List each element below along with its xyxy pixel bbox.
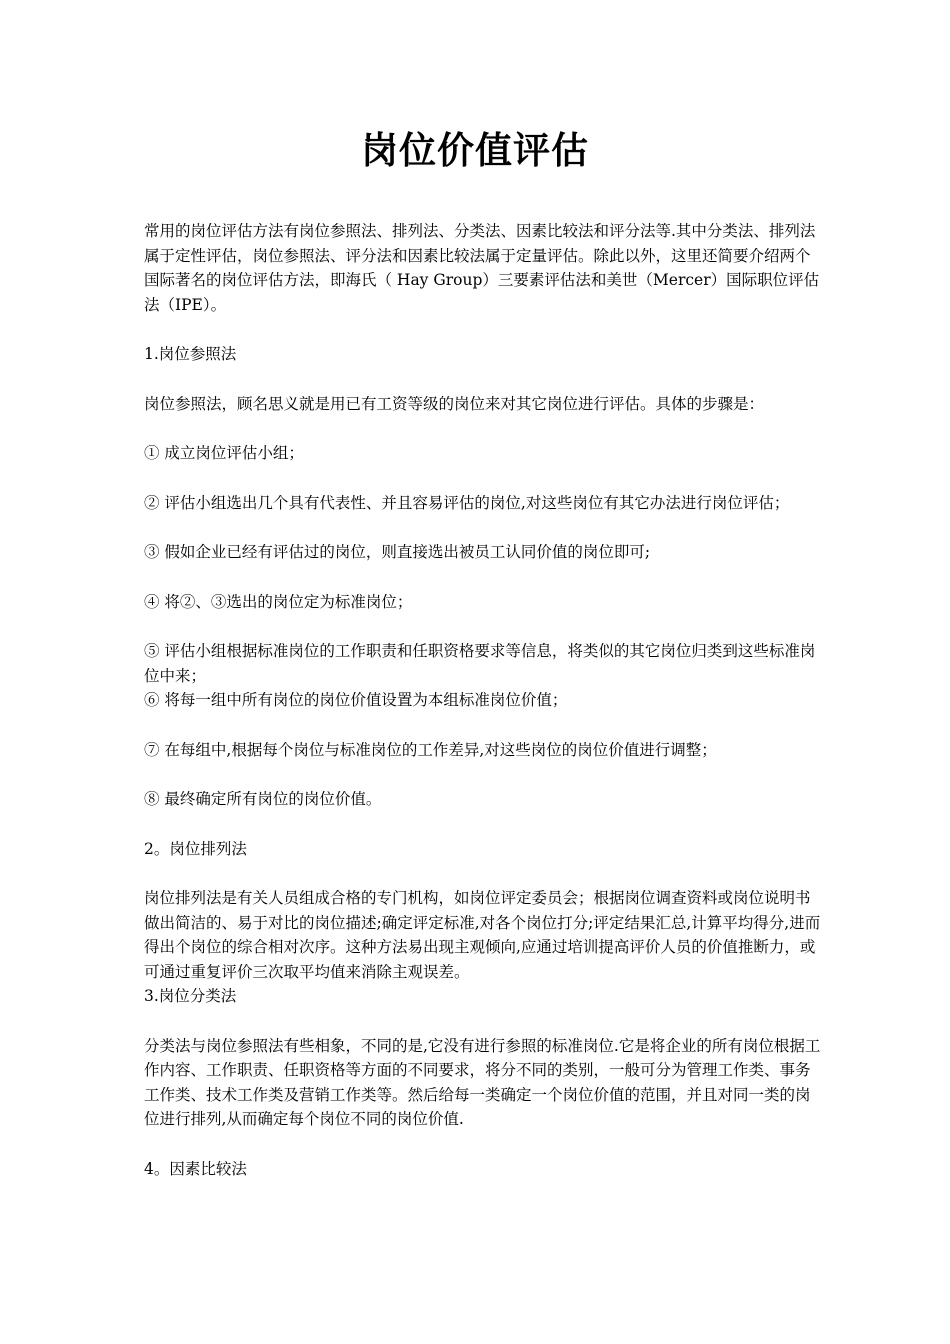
- spacer: [144, 317, 824, 342]
- spacer: [144, 367, 824, 392]
- section-3-body: 分类法与岗位参照法有些相象，不同的是,它没有进行参照的标准岗位.它是将企业的所有岗位根据工作内容、工作职责、任职资格等方面的不同要求，将分不同的类别，一般可分为管理工作类、事务工作类、技术工作类及营销工作类等。然后给每一类确定一个岗位价值的范围，并且对同一类的岗位进行排列,从而确定每个岗位不同的岗位价值.: [144, 1036, 821, 1128]
- spacer: [144, 565, 824, 590]
- step-1: ① 成立岗位评估小组；: [144, 444, 304, 462]
- step-6: ⑥ 将每一组中所有岗位的岗位价值设置为本组标准岗位价值；: [144, 691, 568, 709]
- step-7: ⑦ 在每组中,根据每个岗位与标准岗位的工作差异,对这些岗位的岗位价值进行调整；: [144, 740, 717, 759]
- step-8: ⑧ 最终确定所有岗位的岗位价值。: [144, 790, 382, 808]
- spacer: [144, 1132, 824, 1157]
- section-2-heading: 2。岗位排列法: [144, 839, 247, 858]
- step-2: ② 评估小组选出几个具有代表性、并且容易评估的岗位,对这些岗位有其它办法进行岗位评估；: [144, 493, 790, 512]
- document-title: 岗位价值评估: [361, 128, 589, 172]
- spacer: [144, 515, 824, 540]
- section-3-heading: 3.岗位分类法: [144, 987, 237, 1005]
- spacer: [144, 1009, 824, 1034]
- spacer: [144, 466, 824, 491]
- spacer: [144, 614, 824, 639]
- spacer: [144, 713, 824, 738]
- section-1-description: 岗位参照法，顾名思义就是用已有工资等级的岗位来对其它岗位进行评估。具体的步骤是：: [144, 394, 765, 413]
- section-4-heading: 4。因素比较法: [144, 1159, 247, 1178]
- step-3: ③ 假如企业已经有评估过的岗位，则直接选出被员工认同价值的岗位即可;: [144, 543, 651, 561]
- section-1-heading: 1.岗位参照法: [144, 345, 237, 363]
- spacer: [144, 861, 824, 886]
- step-4: ④ 将②、③选出的岗位定为标准岗位；: [144, 592, 413, 611]
- intro-paragraph: 常用的岗位评估方法有岗位参照法、排列法、分类法、因素比较法和评分法等.其中分类法、排列法属于定性评估，岗位参照法、评分法和因素比较法属于定量评估。除此以外，这里还简要介绍两个国际著名的岗位评估方法，即海氏（ Hay Group）三要素评估法和美世（Mercer）国际职位评估法（IPE）。: [144, 222, 820, 314]
- spacer: [144, 812, 824, 837]
- spacer: [144, 762, 824, 787]
- spacer: [144, 416, 824, 441]
- section-2-body: 岗位排列法是有关人员组成合格的专门机构，如岗位评定委员会；根据岗位调查资料或岗位说明书做出简洁的、易于对比的岗位描述;确定评定标准,对各个岗位打分;评定结果汇总,计算平均得分,进而得出个岗位的综合相对次序。这种方法易出现主观倾向,应通过培训提高评价人员的价值推断力，或可通过重复评价三次取平均值来消除主观误差。: [144, 889, 821, 981]
- document-body: [144, 219, 824, 1181]
- step-5: ⑤ 评估小组根据标准岗位的工作职责和任职资格要求等信息，将类似的其它岗位归类到这些标准岗位中来；: [144, 642, 816, 685]
